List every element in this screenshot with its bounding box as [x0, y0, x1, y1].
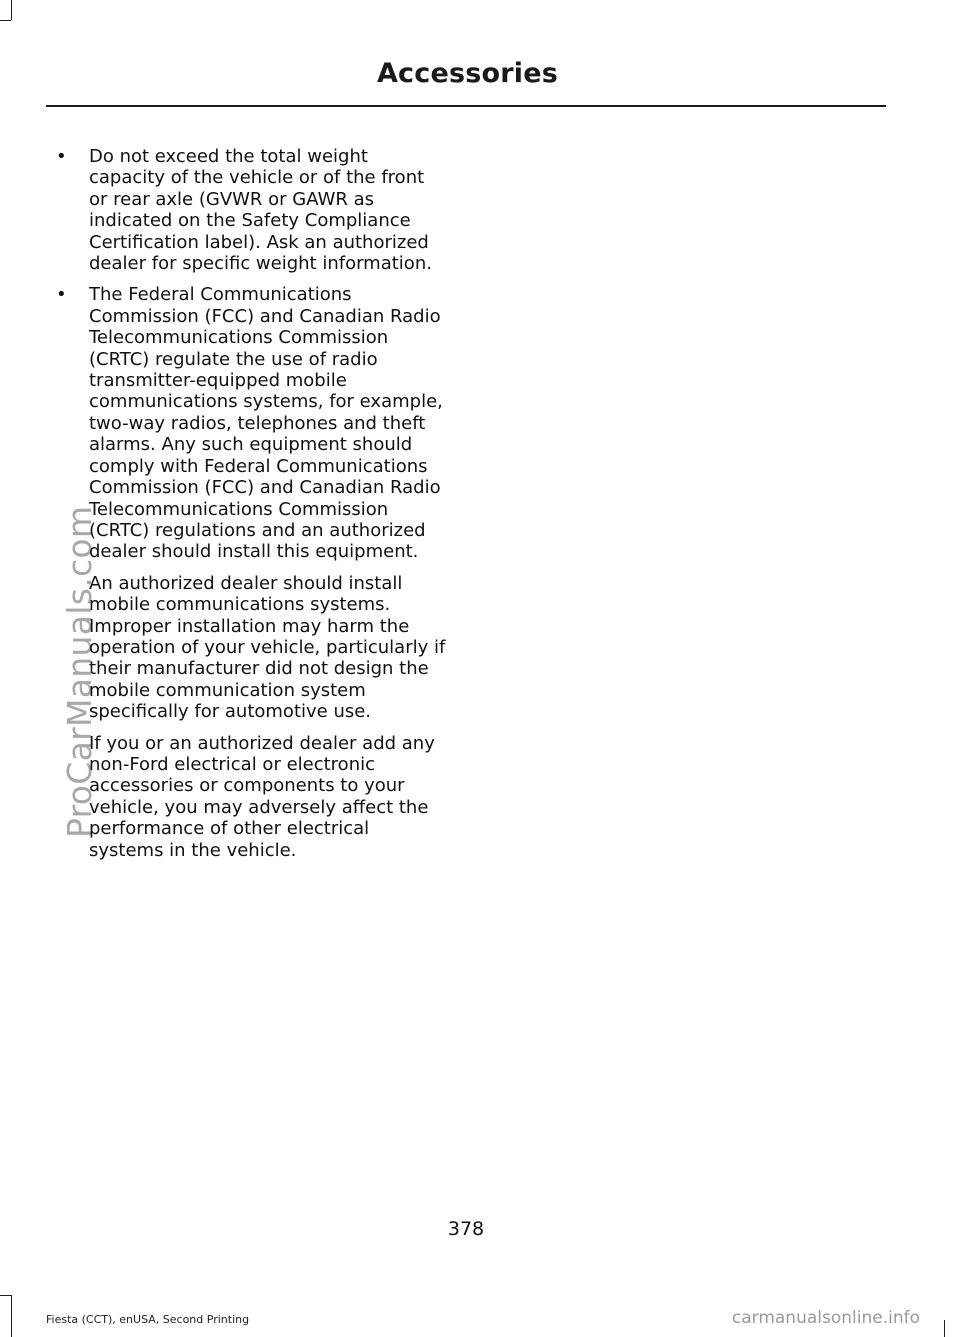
bullet-text: The Federal Communications Commission (FCC) and Canadian Radio Telecommunications Commission (CRTC) regulate the use of radio transmitter-equipped mobile communications systems, for example, two-way radios, telephones and theft alarms. Any such equipment should comply with Federal Communications Commission (FCC) and Canadian Radio Telecommunications Commission (CRTC) regulations and an authorized dealer should install this equipment. [89, 284, 443, 563]
bullet-item [56, 284, 448, 562]
bullet-icon: • [56, 146, 67, 167]
footer-site-watermark: carmanualsonline.info [731, 1308, 920, 1328]
page-number: 378 [447, 1218, 485, 1240]
crop-mark-bottom-right-v [944, 1320, 945, 1337]
crop-mark-bottom-left-h [0, 1295, 11, 1296]
crop-mark-bottom-left-v [11, 1295, 12, 1337]
bullet-text: Do not exceed the total weight capacity of the vehicle or of the front or rear axle (GVWR or GAWR as indicated on the Safety Compliance Certification label). Ask an authorized dealer for specific weight information. [89, 146, 432, 275]
crop-mark-top-left-v [11, 0, 12, 20]
body-content [56, 146, 448, 871]
header-divider [46, 105, 886, 107]
bullet-item [56, 146, 448, 274]
paragraph: An authorized dealer should install mobile communications systems. Improper installation may harm the operation of your vehicle, particularly if their manufacturer did not design the mobile communication system specifically for automotive use. [89, 572, 446, 723]
side-watermark: ProCarManuals.com [60, 505, 99, 838]
crop-mark-top-left-h [0, 20, 11, 21]
footer-printing-info: Fiesta (CCT), enUSA, Second Printing [46, 1313, 250, 1326]
bullet-icon: • [56, 284, 67, 306]
paragraph: If you or an authorized dealer add any non-Ford electrical or electronic accessories or components to your vehicle, you may adversely affect the performance of other electrical systems in the vehicle. [89, 732, 435, 861]
page-title: Accessories [376, 58, 558, 89]
